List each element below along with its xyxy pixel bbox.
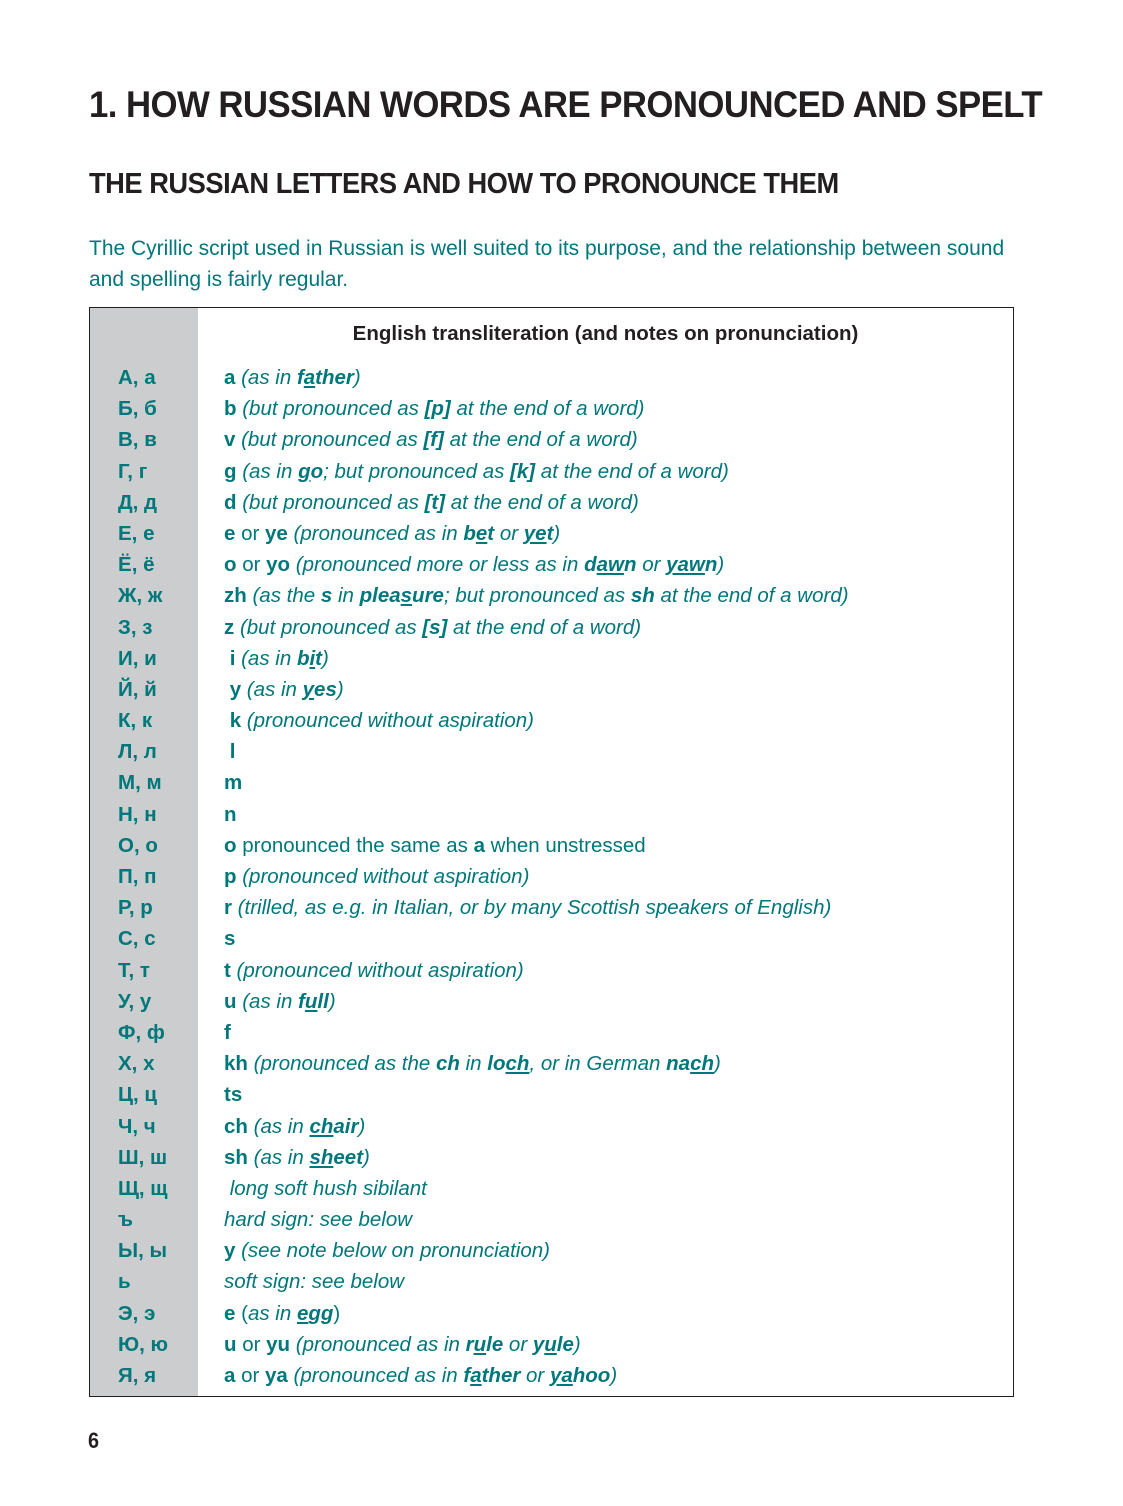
table-row <box>90 674 1013 705</box>
note-segment: ya <box>265 1364 288 1387</box>
note-segment: gg <box>308 1301 334 1325</box>
table-row <box>90 1298 1013 1329</box>
cyrillic-letter: А, а <box>118 366 156 389</box>
note-segment: o <box>224 833 237 857</box>
note-segment: r <box>224 896 232 920</box>
note-segment: (as in <box>241 677 303 701</box>
note-segment: sh <box>630 584 655 608</box>
transliteration-note <box>224 1329 581 1360</box>
transliteration-note <box>224 549 724 580</box>
transliteration-note <box>224 1111 365 1142</box>
note-segment: e <box>224 1301 236 1325</box>
table-row <box>90 580 1013 611</box>
note-segment: as in <box>247 1301 297 1325</box>
table-row <box>90 549 1013 580</box>
note-segment: (pronounced as in <box>290 1332 466 1356</box>
cyrillic-letter: И, и <box>118 646 157 670</box>
note-segment: (but pronounced as <box>236 397 425 421</box>
note-segment: f <box>298 989 305 1013</box>
note-segment: (pronounced without aspiration) <box>241 709 534 733</box>
note-segment: zh <box>224 584 247 608</box>
note-segment: plea <box>359 584 401 608</box>
transliteration-note <box>224 892 831 923</box>
table-row <box>90 643 1013 674</box>
note-segment: d <box>584 553 597 577</box>
note-segment: y <box>532 1332 545 1356</box>
note-segment: na <box>666 1052 691 1076</box>
note-segment: b <box>224 397 237 421</box>
cyrillic-letter: В, в <box>118 428 157 452</box>
table-row <box>90 1329 1013 1360</box>
note-segment: (as in <box>235 646 297 670</box>
note-segment: kh <box>224 1052 248 1076</box>
table-row <box>90 830 1013 861</box>
transliteration-note <box>224 643 329 674</box>
note-segment: (see note below on pronunciation) <box>235 1239 550 1263</box>
note-segment: ) <box>328 989 336 1013</box>
table-row <box>90 1173 1013 1204</box>
cyrillic-letter: Ж, ж <box>118 584 163 608</box>
note-segment: or <box>235 1364 266 1387</box>
table-row <box>90 1204 1013 1235</box>
note-segment: (pronounced without aspiration) <box>230 958 524 982</box>
note-segment: soft sign: see below <box>224 1270 405 1294</box>
transliteration-note <box>224 1204 412 1235</box>
table-row <box>90 612 1013 643</box>
cyrillic-letter: ь <box>118 1270 131 1294</box>
note-segment: ure <box>412 584 444 608</box>
note-segment: pronounced the same as <box>236 833 474 857</box>
note-segment: f <box>296 366 304 389</box>
transliteration-note <box>224 487 639 518</box>
transliteration-note <box>224 705 534 736</box>
table-row <box>90 1017 1013 1048</box>
note-segment: s <box>224 927 236 951</box>
transliteration-note <box>224 1048 721 1079</box>
note-segment: or <box>503 1332 533 1356</box>
note-segment: sh <box>224 1145 248 1169</box>
note-segment: (but pronounced as <box>235 428 424 452</box>
cyrillic-letter: Г, г <box>118 459 148 483</box>
table-row <box>90 955 1013 986</box>
cyrillic-letter: Ы, ы <box>118 1239 167 1263</box>
note-segment: n <box>704 553 718 577</box>
note-segment: u <box>224 989 237 1013</box>
transliteration-note <box>224 1017 231 1048</box>
note-segment: (pronounced as in <box>287 521 464 545</box>
cyrillic-letter: Щ, щ <box>118 1176 168 1200</box>
cyrillic-letter: Ц, ц <box>118 1083 157 1107</box>
note-segment: at the end of a word) <box>443 428 638 452</box>
note-segment: at the end of a word) <box>450 397 645 421</box>
cyrillic-letter: Я, я <box>118 1364 157 1387</box>
note-segment: ye <box>265 521 288 545</box>
transliteration-note <box>224 986 336 1017</box>
note-segment: ) <box>573 1332 581 1356</box>
note-segment: in <box>459 1052 488 1076</box>
note-segment: (as the <box>246 584 321 608</box>
cyrillic-letter: З, з <box>118 615 153 639</box>
cyrillic-letter: Ф, ф <box>118 1020 165 1044</box>
note-segment: ya <box>549 1364 573 1387</box>
note-segment: [p] <box>424 397 451 421</box>
transliteration-note <box>224 362 361 393</box>
note-segment: eet <box>333 1145 364 1169</box>
note-segment: o <box>310 459 324 483</box>
note-segment: y <box>224 677 242 701</box>
note-segment: (as in <box>236 459 299 483</box>
note-segment: ) <box>363 1145 370 1169</box>
table-row <box>90 767 1013 798</box>
note-segment: ther <box>315 366 354 389</box>
note-segment: ch <box>690 1052 715 1076</box>
transliteration-note <box>224 861 529 892</box>
note-segment: lo <box>487 1052 506 1076</box>
note-segment: k <box>224 709 242 733</box>
note-segment: es <box>314 677 337 701</box>
note-segment: (trilled, as e.g. in Italian, or by many Scottish speakers of English) <box>231 896 832 920</box>
note-segment: a <box>303 366 316 389</box>
note-segment: or <box>636 553 667 577</box>
note-segment: m <box>224 771 243 795</box>
note-segment: t <box>546 521 554 545</box>
note-segment: a <box>224 366 236 389</box>
transliteration-note <box>224 1298 340 1329</box>
table-row <box>90 1235 1013 1266</box>
cyrillic-letter: Н, н <box>118 802 157 826</box>
note-segment: or <box>494 521 524 545</box>
transliteration-note <box>224 736 235 767</box>
transliteration-note <box>224 393 645 424</box>
note-segment: ch <box>435 1052 460 1076</box>
table-row <box>90 1111 1013 1142</box>
cyrillic-letter: ъ <box>118 1208 133 1232</box>
cyrillic-letter: С, с <box>118 927 156 951</box>
note-segment: p <box>224 865 237 888</box>
cyrillic-letter: Ш, ш <box>118 1145 168 1169</box>
note-segment: yu <box>266 1332 291 1356</box>
note-segment: aw <box>596 553 624 577</box>
cyrillic-letter: Ч, ч <box>118 1114 156 1138</box>
transliteration-note <box>224 1360 617 1391</box>
note-segment: ; but pronounced as <box>443 584 631 608</box>
note-segment: v <box>224 428 236 452</box>
transliteration-note <box>224 1142 370 1173</box>
table-row <box>90 456 1013 487</box>
page-number: 6 <box>88 1428 100 1453</box>
cyrillic-letter: Б, б <box>118 397 157 421</box>
table-row <box>90 362 1013 393</box>
note-segment: s <box>400 584 413 608</box>
cyrillic-letter: Р, р <box>118 896 153 920</box>
note-segment: b <box>463 521 476 545</box>
cyrillic-letter: М, м <box>118 771 162 795</box>
note-segment: ) <box>714 1052 721 1076</box>
table-row <box>90 1360 1013 1391</box>
note-segment: l <box>224 740 236 764</box>
note-segment: (as in <box>236 989 299 1013</box>
transliteration-note <box>224 580 849 611</box>
note-segment: z <box>224 615 235 639</box>
note-segment: air <box>333 1114 359 1138</box>
note-segment: le <box>486 1332 504 1356</box>
note-segment: ( <box>235 1301 248 1325</box>
note-segment: (pronounced more or less as in <box>290 553 585 577</box>
note-segment: f <box>224 1020 231 1044</box>
note-segment: ch <box>505 1052 530 1076</box>
cyrillic-letter: Ё, ё <box>118 553 155 577</box>
transliteration-note <box>224 955 524 986</box>
note-segment: ) <box>322 646 329 670</box>
note-segment: , or in German <box>529 1052 667 1076</box>
note-segment: hoo <box>572 1364 611 1387</box>
table-row <box>90 986 1013 1017</box>
transliteration-note <box>224 1235 550 1266</box>
transliteration-note <box>224 923 235 954</box>
cyrillic-letter: Й, й <box>118 677 157 701</box>
cyrillic-letter: Ю, ю <box>118 1332 169 1356</box>
table-rows <box>90 362 1013 1391</box>
note-segment: yaw <box>666 553 705 577</box>
transliteration-note <box>224 612 641 643</box>
cyrillic-letter: Т, т <box>118 958 150 982</box>
note-segment: (pronounced without aspiration) <box>236 865 530 888</box>
note-segment: long soft hush sibilant <box>224 1176 427 1200</box>
cyrillic-letter: Л, л <box>118 740 157 764</box>
note-segment: e <box>296 1301 309 1325</box>
note-segment: g <box>298 459 311 483</box>
note-segment: i <box>309 646 316 670</box>
cyrillic-letter: Д, д <box>118 490 158 514</box>
table-row <box>90 487 1013 518</box>
transliteration-note <box>224 1079 242 1110</box>
table-row <box>90 1142 1013 1173</box>
cyrillic-letter: У, у <box>118 989 152 1013</box>
note-segment: hard sign: see below <box>224 1208 413 1232</box>
cyrillic-letter: П, п <box>118 865 157 888</box>
table-header: English transliteration (and notes on pronunciation) <box>352 322 859 345</box>
note-segment: le <box>556 1332 574 1356</box>
note-segment: in <box>332 584 360 608</box>
note-segment: f <box>463 1364 471 1387</box>
note-segment: ) <box>717 553 725 577</box>
table-row <box>90 923 1013 954</box>
note-segment: ; but pronounced as <box>323 459 511 483</box>
note-segment: at the end of a word) <box>654 584 849 608</box>
note-segment: e <box>224 521 236 545</box>
cyrillic-letter: К, к <box>118 709 153 733</box>
note-segment: ll <box>317 989 329 1013</box>
transliteration-note <box>224 518 560 549</box>
note-segment: ) <box>353 366 361 389</box>
note-segment: a <box>224 1364 236 1387</box>
note-segment: ther <box>481 1364 521 1387</box>
note-segment: u <box>304 989 318 1013</box>
note-segment: y <box>302 677 315 701</box>
note-segment: (but pronounced as <box>234 615 423 639</box>
table-row <box>90 799 1013 830</box>
note-segment: yo <box>266 553 291 577</box>
note-segment: [t] <box>424 490 446 514</box>
alphabet-table <box>89 307 1014 1397</box>
note-segment: y <box>224 1239 236 1263</box>
table-row <box>90 892 1013 923</box>
table-row <box>90 736 1013 767</box>
note-segment: t <box>487 521 495 545</box>
note-segment: b <box>296 646 310 670</box>
note-segment: ch <box>309 1114 334 1138</box>
note-segment: at the end of a word) <box>447 615 642 639</box>
note-segment: n <box>623 553 637 577</box>
note-segment: s <box>320 584 333 608</box>
table-row <box>90 1079 1013 1110</box>
note-segment: or <box>520 1364 550 1387</box>
transliteration-note <box>224 1266 404 1297</box>
note-segment: a <box>473 833 485 857</box>
transliteration-note <box>224 456 729 487</box>
intro-paragraph: The Cyrillic script used in Russian is well suited to its purpose, and the relationship between sound and spelling is fairly regular. <box>89 237 1005 291</box>
transliteration-note <box>224 1173 427 1204</box>
note-segment: at the end of a word) <box>445 490 639 514</box>
note-segment: [k] <box>510 459 536 483</box>
cyrillic-letter: Е, е <box>118 521 155 545</box>
note-segment: i <box>224 646 236 670</box>
table-row <box>90 518 1013 549</box>
note-segment: u <box>544 1332 557 1356</box>
note-segment: ) <box>610 1364 618 1387</box>
note-segment: when unstressed <box>484 833 646 857</box>
note-segment: ch <box>224 1114 248 1138</box>
note-segment: (but pronounced as <box>236 490 425 514</box>
note-segment: ) <box>336 677 344 701</box>
note-segment: (pronounced as the <box>247 1052 436 1076</box>
note-segment: a <box>470 1364 482 1387</box>
transliteration-note <box>224 424 638 455</box>
table-row <box>90 1048 1013 1079</box>
note-segment: u <box>473 1332 487 1356</box>
note-segment: sh <box>309 1145 334 1169</box>
cyrillic-letter: Э, э <box>118 1301 156 1325</box>
note-segment: n <box>224 802 237 826</box>
note-segment: (as in <box>247 1114 310 1138</box>
table-row <box>90 424 1013 455</box>
cyrillic-letter: Х, х <box>118 1052 155 1076</box>
page-title: 1. HOW RUSSIAN WORDS ARE PRONOUNCED AND SPELT <box>89 84 1043 125</box>
note-segment: at the end of a word) <box>535 459 729 483</box>
note-segment: t <box>224 958 231 982</box>
note-segment: or <box>236 553 267 577</box>
table-row <box>90 705 1013 736</box>
note-segment: ts <box>224 1083 243 1107</box>
note-segment: [s] <box>422 615 448 639</box>
section-heading: THE RUSSIAN LETTERS AND HOW TO PRONOUNCE THEM <box>89 168 839 200</box>
note-segment: or <box>236 1332 267 1356</box>
note-segment: (as in <box>235 366 297 389</box>
cyrillic-letter: О, о <box>118 833 158 857</box>
note-segment: (pronounced as in <box>287 1364 464 1387</box>
table-row <box>90 1266 1013 1297</box>
table-row <box>90 393 1013 424</box>
note-segment: e <box>475 521 488 545</box>
note-segment: r <box>465 1332 474 1356</box>
note-segment: g <box>224 459 237 483</box>
transliteration-note <box>224 674 344 705</box>
transliteration-note <box>224 799 237 830</box>
note-segment: u <box>224 1332 237 1356</box>
note-segment: [f] <box>423 428 444 452</box>
transliteration-note <box>224 830 646 861</box>
note-segment: or <box>235 521 266 545</box>
note-segment: ) <box>553 521 561 545</box>
note-segment: d <box>224 490 237 514</box>
transliteration-note <box>224 767 242 798</box>
note-segment: t <box>315 646 322 670</box>
note-segment: ) <box>358 1114 366 1138</box>
note-segment: o <box>224 553 237 577</box>
note-segment: ye <box>523 521 547 545</box>
note-segment: ) <box>333 1301 341 1325</box>
table-row <box>90 861 1013 892</box>
note-segment: (as in <box>247 1145 310 1169</box>
